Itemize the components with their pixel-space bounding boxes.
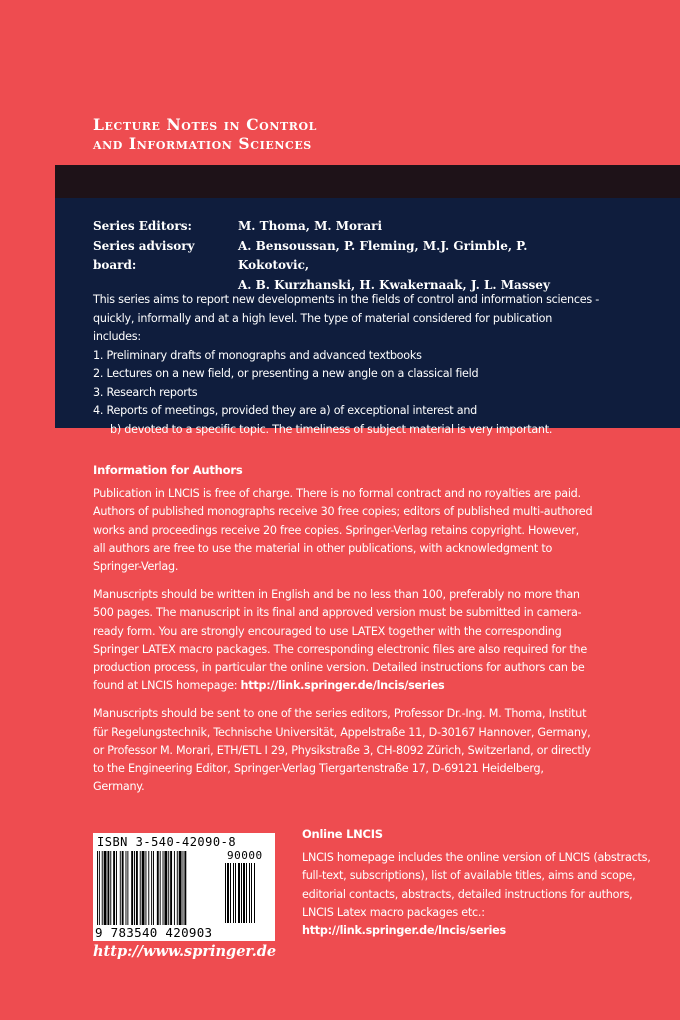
barcode [93,833,275,941]
info-heading: Information for Authors [93,463,243,477]
list-item: 1. Preliminary drafts of monographs and advanced textbooks [93,348,422,362]
info-paragraph-3: Manuscripts should be sent to one of the series editors, Professor Dr.-Ing. M. Thoma, Institut für Regelungstechnik, Technische Universität, Appelstraße 11, D-30167 Hannover, Germany, or Professor M. Morari, ETH/ETL I 29, Physikstraße 3, CH-8092 Zürich, Switzerland, or directly to the Engineering Editor, Springer-Verlag Tiergartenstraße 17, D-69121 Heidelberg, Germany. [93,707,591,794]
list-item: 2. Lectures on a new field, or presenting a new angle on a classical field [93,367,479,380]
editors-block [93,217,583,295]
dark-strip [55,165,680,198]
springer-website[interactable]: http://www.springer.de [93,943,277,960]
series-editors-value: M. Thoma, M. Morari [238,219,383,233]
advisory-board-label: Series advisory board: [93,238,195,272]
list-item: 3. Research reports [93,385,198,399]
publication-types-list [93,347,603,440]
info-paragraph-2-text: Manuscripts should be written in English and be no less than 100, preferably no more than 500 pages. The manuscript in its final and approved version must be submitted in camera-ready form. You are strongly encouraged to use LATEX together with the corresponding Springer LATEX macro packages. The corresponding electronic files are also required for the production process, in particular the online version. Detailed instructions for authors can be found at LNCIS homepage: [93,588,587,693]
lncis-homepage-link[interactable]: http://link.springer.de/lncis/series [240,679,445,693]
advisory-board-line2: A. B. Kurzhanski, H. Kwakernaak, J. L. Massey [238,277,550,292]
description-line1: This series aims to report new developments in the fields of control and information sciences - [93,293,600,306]
addon-barcode-icon [225,863,271,923]
series-description [93,291,603,439]
online-lncis-link[interactable]: http://link.springer.de/lncis/series [302,924,506,938]
series-title [93,115,317,153]
description-line2: quickly, informally and at a high level. The type of material considered for publication includes: [93,311,553,343]
info-paragraph-1: Publication in LNCIS is free of charge. There is no formal contract and no royalties are paid. Authors of published monographs receive 30 free copies; editors of published multi-authored works and proceedings receive 20 free copies. Springer-Verlag retains copyright. However, all authors are free to use the material in other publications, with acknowledgment to Springer-Verlag. [93,487,593,574]
list-item: 4. Reports of meetings, provided they are a) of exceptional interest and [93,404,478,417]
barcode-addon-number: 90000 [227,849,263,862]
series-title-line2: and Information Sciences [93,134,312,153]
ean-barcode-icon [97,851,221,925]
series-title-line1: Lecture Notes in Control [93,115,318,134]
info-paragraph-2 [93,586,593,695]
advisory-board-line1: A. Bensoussan, P. Fleming, M.J. Grimble, P. Kokotovic, [238,238,528,272]
isbn-number: ISBN 3-540-42090-8 [97,835,237,849]
online-heading: Online LNCIS [302,827,383,841]
list-item-continuation: b) devoted to a specific topic. The timeliness of subject material is very important. [110,422,553,436]
online-text: LNCIS homepage includes the online version of LNCIS (abstracts, full-text, subscriptions), list of available titles, aims and scope, editorial contacts, abstracts, detailed instructions for authors, LNCIS Latex macro packages etc.: [302,851,651,919]
online-lncis [302,825,652,940]
series-editors-label: Series Editors: [93,219,192,233]
information-for-authors [93,461,593,806]
ean-number: 9 783540 420903 [95,925,213,940]
